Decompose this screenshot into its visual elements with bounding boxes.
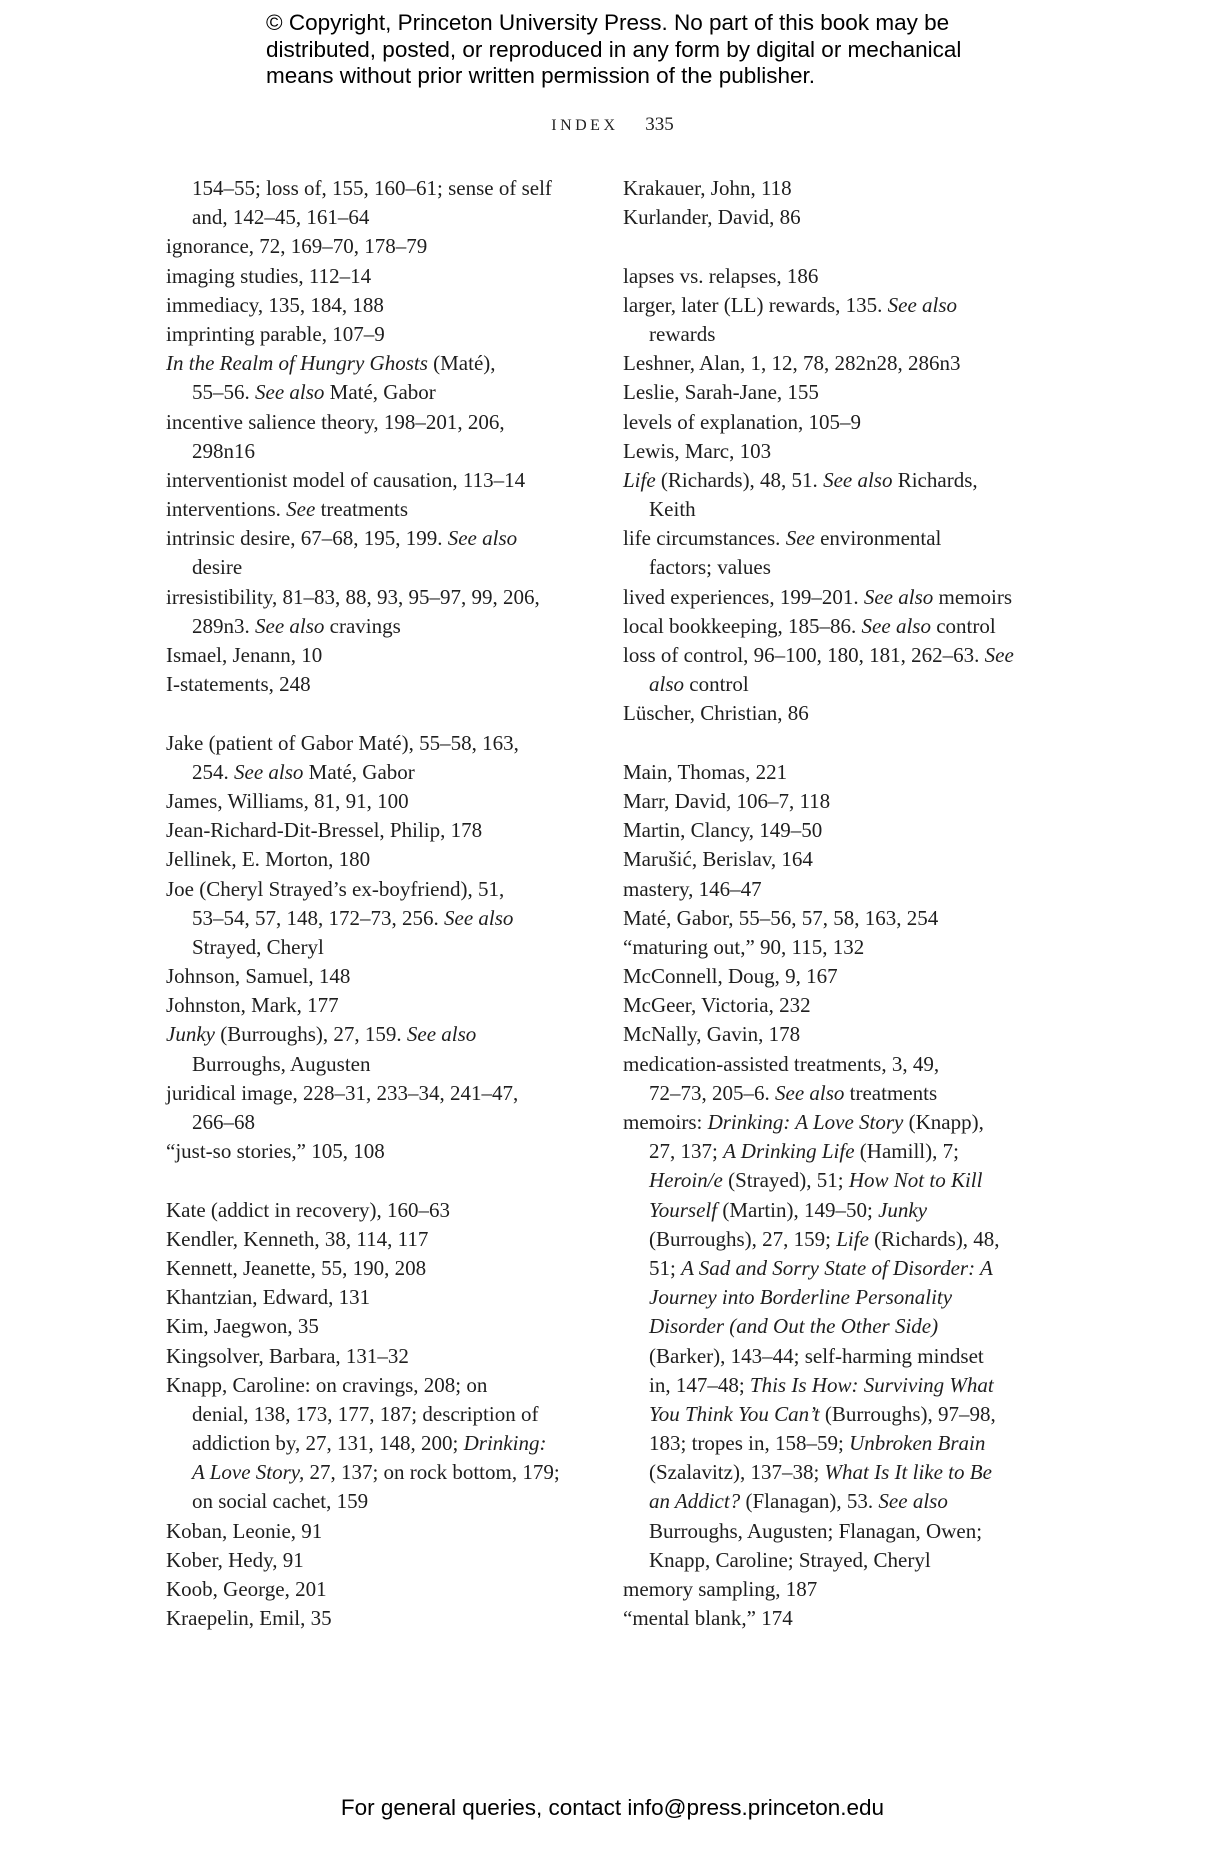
index-column-right	[623, 174, 1053, 1633]
index-entry: In the Realm of Hungry Ghosts (Maté),	[166, 351, 496, 376]
index-entry: irresistibility, 81–83, 88, 93, 95–97, 99, 206,	[166, 584, 540, 609]
index-entry: incentive salience theory, 198–201, 206,	[166, 409, 505, 434]
index-entry: Kingsolver, Barbara, 131–32	[166, 1343, 409, 1368]
index-entry: Kendler, Kenneth, 38, 114, 117	[166, 1226, 429, 1251]
index-entry-continuation: Heroin/e (Strayed), 51; How Not to Kill	[649, 1168, 983, 1193]
index-entry: imprinting parable, 107–9	[166, 321, 385, 346]
index-entry-continuation: Journey into Borderline Personality	[649, 1285, 953, 1310]
index-column-left	[166, 174, 586, 1633]
index-entry: Jean-Richard-Dit-Bressel, Philip, 178	[166, 818, 483, 843]
index-entry-continuation: Yourself (Martin), 149–50; Junky	[649, 1197, 928, 1222]
index-entry-continuation: (Barker), 143–44; self-harming mindset	[649, 1343, 984, 1368]
index-entry: lived experiences, 199–201. See also memoirs	[623, 584, 1012, 609]
copyright-line: © Copyright, Princeton University Press. No part of this book may be	[266, 10, 950, 35]
copyright-line: means without prior written permission of the publisher.	[266, 63, 816, 88]
index-entry: Kober, Hedy, 91	[166, 1547, 304, 1572]
index-entry: immediacy, 135, 184, 188	[166, 292, 384, 317]
index-entry-continuation: 27, 137; A Drinking Life (Hamill), 7;	[649, 1139, 959, 1164]
index-entry-continuation: 254. See also Maté, Gabor	[192, 759, 415, 784]
index-entry: larger, later (LL) rewards, 135. See also	[623, 292, 958, 317]
index-entry: Johnson, Samuel, 148	[166, 964, 351, 989]
index-entry-continuation: rewards	[649, 321, 716, 346]
index-entry: local bookkeeping, 185–86. See also control	[623, 613, 996, 638]
index-entry: Koban, Leonie, 91	[166, 1518, 323, 1543]
index-entry-continuation: 51; A Sad and Sorry State of Disorder: A	[649, 1255, 993, 1280]
index-entry: juridical image, 228–31, 233–34, 241–47,	[166, 1080, 519, 1105]
index-entry: interventions. See treatments	[166, 497, 409, 522]
index-letter-gap	[623, 729, 1053, 758]
index-entry: mastery, 146–47	[623, 876, 762, 901]
index-entry-continuation: an Addict? (Flanagan), 53. See also	[649, 1489, 948, 1514]
index-entry-continuation: factors; values	[649, 555, 771, 580]
index-entry: James, Williams, 81, 91, 100	[166, 788, 409, 813]
index-letter-gap	[166, 699, 586, 728]
index-entry: Jake (patient of Gabor Maté), 55–58, 163,	[166, 730, 519, 755]
index-entry-continuation: (Szalavitz), 137–38; What Is It like to Be	[649, 1460, 992, 1485]
index-entry: I-statements, 248	[166, 672, 311, 697]
index-entry: loss of control, 96–100, 180, 181, 262–63. See	[623, 643, 1014, 667]
index-entry-continuation: Strayed, Cheryl	[192, 934, 324, 959]
index-entry-continuation: A Love Story, 27, 137; on rock bottom, 179;	[192, 1460, 560, 1485]
index-entry: life circumstances. See environmental	[623, 526, 942, 551]
index-entry: Maté, Gabor, 55–56, 57, 58, 163, 254	[623, 905, 939, 930]
index-entry: McNally, Gavin, 178	[623, 1022, 801, 1047]
index-entry: Life (Richards), 48, 51. See also Richards,	[623, 467, 978, 492]
index-entry: “maturing out,” 90, 115, 132	[623, 934, 865, 959]
index-entry: ignorance, 72, 169–70, 178–79	[166, 234, 428, 259]
index-entry-continuation: on social cachet, 159	[192, 1489, 369, 1514]
index-entry-continuation: You Think You Can’t (Burroughs), 97–98,	[649, 1401, 996, 1426]
index-entry: Kim, Jaegwon, 35	[166, 1314, 319, 1339]
index-entry: McConnell, Doug, 9, 167	[623, 964, 838, 989]
index-entry-continuation: addiction by, 27, 131, 148, 200; Drinking:	[192, 1431, 547, 1456]
index-entry: Khantzian, Edward, 131	[166, 1285, 371, 1310]
page-number: 335	[645, 114, 674, 135]
index-entry: Main, Thomas, 221	[623, 759, 788, 784]
index-entry: Marr, David, 106–7, 118	[623, 788, 831, 813]
index-entry: Jellinek, E. Morton, 180	[166, 847, 371, 872]
index-entry-continuation: (Burroughs), 27, 159; Life (Richards), 48,	[649, 1226, 1000, 1251]
index-entry: intrinsic desire, 67–68, 195, 199. See also	[166, 526, 518, 551]
index-entry: McGeer, Victoria, 232	[623, 993, 811, 1018]
index-entry: Ismael, Jenann, 10	[166, 643, 323, 667]
index-entry: “mental blank,” 174	[623, 1606, 793, 1631]
index-entry: memoirs: Drinking: A Love Story (Knapp),	[623, 1110, 984, 1134]
index-entry: interventionist model of causation, 113–14	[166, 467, 526, 492]
index-letter-gap	[623, 232, 1053, 261]
index-entry-continuation: Knapp, Caroline; Strayed, Cheryl	[649, 1547, 931, 1572]
index-entry: Kate (addict in recovery), 160–63	[166, 1197, 450, 1222]
running-head	[0, 114, 1225, 136]
index-entry-continuation: in, 147–48; This Is How: Surviving What	[649, 1372, 994, 1397]
index-entry-continuation: 289n3. See also cravings	[192, 613, 401, 638]
index-entry: lapses vs. relapses, 186	[623, 263, 819, 288]
index-entry: Lüscher, Christian, 86	[623, 701, 809, 726]
index-entry: Krakauer, John, 118	[623, 176, 792, 200]
index-entry-continuation: Burroughs, Augusten; Flanagan, Owen;	[649, 1518, 983, 1543]
copyright-notice	[266, 10, 1026, 90]
index-entry-continuation: 266–68	[192, 1110, 255, 1134]
index-entry-continuation: Keith	[649, 497, 696, 522]
index-entry: memory sampling, 187	[623, 1577, 818, 1601]
index-entry-continuation: 298n16	[192, 438, 255, 463]
index-entry: “just-so stories,” 105, 108	[166, 1139, 385, 1164]
index-entry-continuation: 72–73, 205–6. See also treatments	[649, 1080, 938, 1105]
index-entry-continuation: and, 142–45, 161–64	[192, 205, 370, 230]
copyright-line: distributed, posted, or reproduced in any form by digital or mechanical	[266, 36, 962, 62]
index-entry-continuation: desire	[192, 555, 243, 580]
index-entry-continuation: Disorder (and Out the Other Side)	[649, 1314, 939, 1339]
index-entry-continuation: 154–55; loss of, 155, 160–61; sense of self	[192, 176, 552, 200]
index-entry: levels of explanation, 105–9	[623, 409, 861, 434]
index-entry-continuation: 183; tropes in, 158–59; Unbroken Brain	[649, 1431, 986, 1456]
index-entry: Lewis, Marc, 103	[623, 438, 772, 463]
index-entry: Johnston, Mark, 177	[166, 993, 339, 1018]
index-entry: Koob, George, 201	[166, 1577, 327, 1601]
index-entry: Kraepelin, Emil, 35	[166, 1606, 332, 1631]
index-entry: Junky (Burroughs), 27, 159. See also	[166, 1022, 477, 1047]
index-entry-continuation: Burroughs, Augusten	[192, 1051, 371, 1076]
index-letter-gap	[166, 1166, 586, 1195]
index-entry: Leslie, Sarah-Jane, 155	[623, 380, 819, 405]
index-entry: imaging studies, 112–14	[166, 263, 372, 288]
index-entry: Martin, Clancy, 149–50	[623, 818, 823, 843]
index-entry: medication-assisted treatments, 3, 49,	[623, 1051, 940, 1076]
index-entry: Kurlander, David, 86	[623, 205, 801, 230]
footer-contact: For general queries, contact info@press.princeton.edu	[340, 1795, 885, 1820]
index-entry: Leshner, Alan, 1, 12, 78, 282n28, 286n3	[623, 351, 961, 376]
running-head-label: INDEX	[551, 117, 619, 134]
index-entry-continuation: denial, 138, 173, 177, 187; description of	[192, 1401, 539, 1426]
index-entry-continuation: also control	[649, 672, 749, 697]
index-entry-continuation: 53–54, 57, 148, 172–73, 256. See also	[192, 905, 514, 930]
index-entry: Marušić, Berislav, 164	[623, 847, 813, 872]
index-entry: Joe (Cheryl Strayed’s ex-boyfriend), 51,	[166, 876, 505, 901]
index-entry: Knapp, Caroline: on cravings, 208; on	[166, 1372, 488, 1397]
index-entry: Kennett, Jeanette, 55, 190, 208	[166, 1255, 427, 1280]
index-entry-continuation: 55–56. See also Maté, Gabor	[192, 380, 436, 405]
